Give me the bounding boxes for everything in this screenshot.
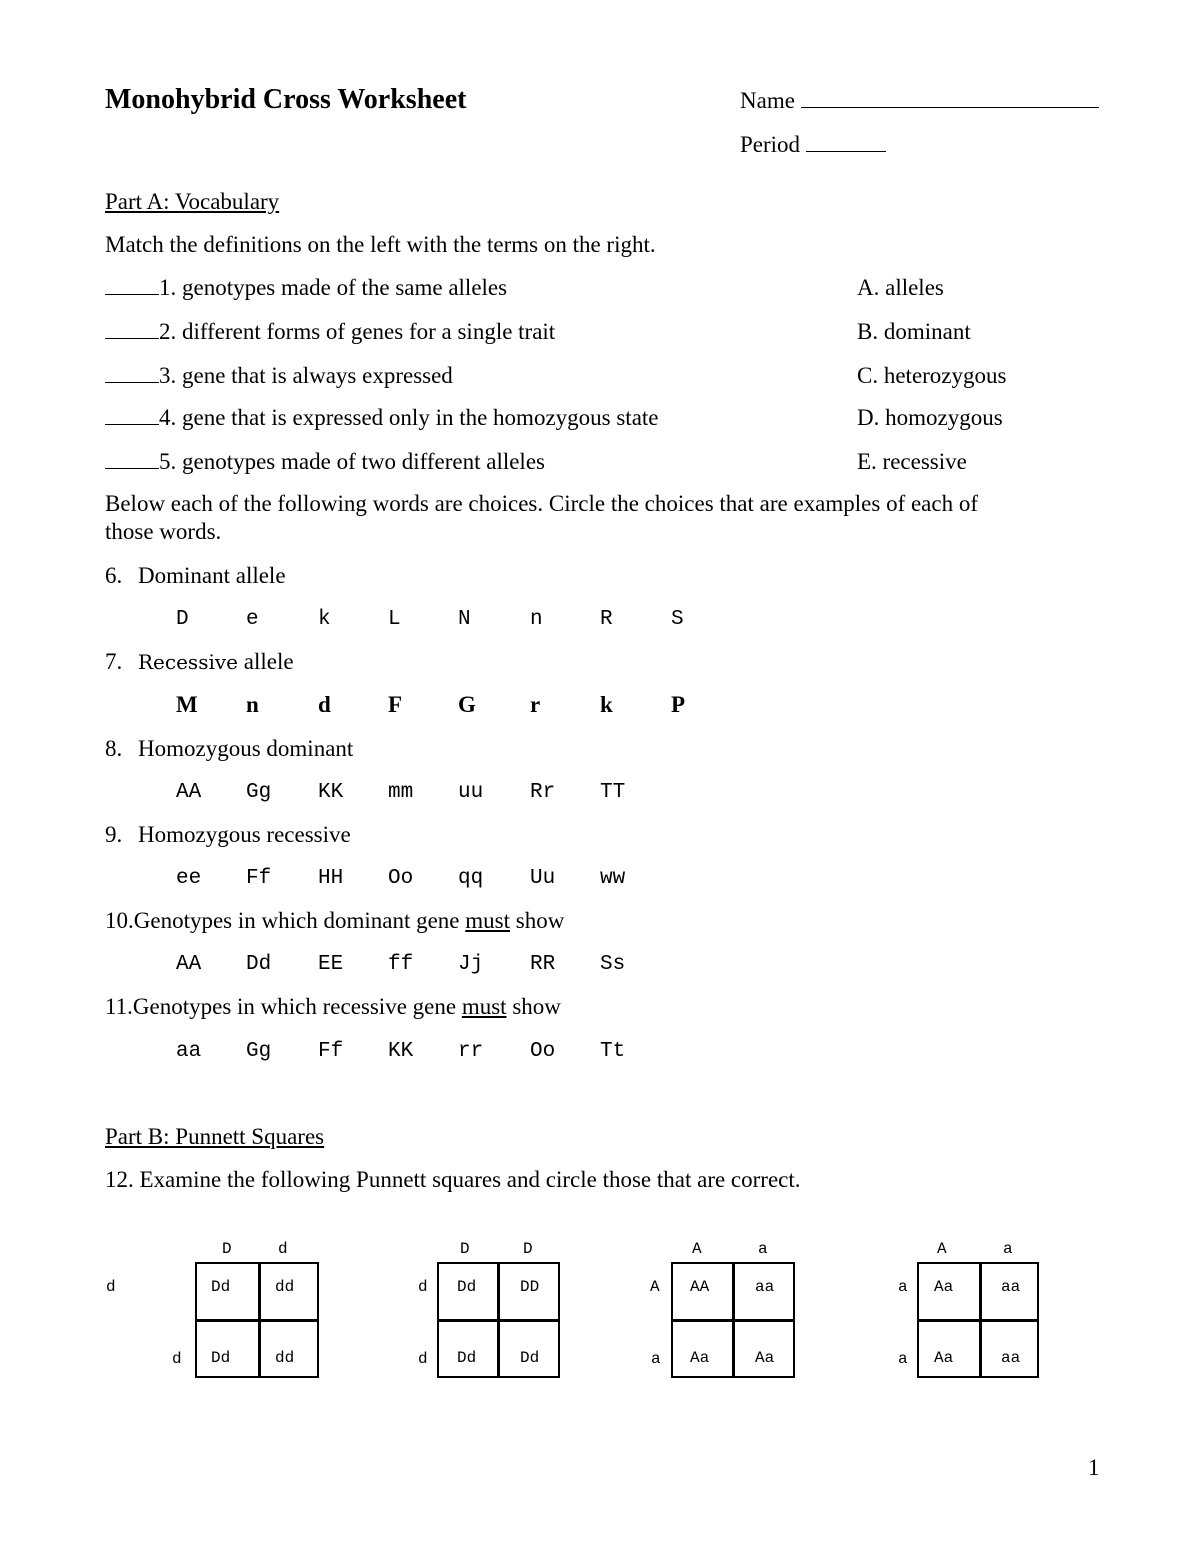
grid-divider: [197, 1319, 317, 1322]
punnett-cell: dd: [275, 1349, 295, 1367]
top-allele: D: [460, 1240, 470, 1258]
choice[interactable]: Gg: [246, 781, 272, 804]
top-allele: A: [692, 1240, 702, 1258]
punnett-cell: Aa: [934, 1349, 954, 1367]
term: A. alleles: [857, 275, 944, 300]
choices-row-11: [0, 1040, 1200, 1066]
punnett-cell: Dd: [457, 1278, 477, 1296]
punnett-cell: Dd: [211, 1278, 231, 1296]
side-allele: d: [418, 1350, 428, 1368]
period-field[interactable]: [740, 132, 886, 158]
side-allele: a: [651, 1350, 661, 1368]
side-allele: a: [898, 1350, 908, 1368]
question-9: 9. Homozygous recessive: [105, 822, 351, 847]
top-allele: A: [937, 1240, 947, 1258]
choice[interactable]: mm: [388, 781, 414, 804]
choice[interactable]: KK: [318, 781, 344, 804]
choice[interactable]: Uu: [530, 867, 556, 890]
choice[interactable]: Dd: [246, 953, 272, 976]
choice[interactable]: G: [458, 692, 476, 717]
choice[interactable]: AA: [176, 781, 202, 804]
question-10: 10.Genotypes in which dominant gene must show: [105, 908, 565, 933]
choice[interactable]: KK: [388, 1040, 414, 1063]
punnett-cell: Aa: [755, 1349, 775, 1367]
part-a-heading: Part A: Vocabulary: [105, 189, 280, 214]
question-6: 6. Dominant allele: [105, 563, 286, 588]
page-number: 1: [1088, 1455, 1100, 1480]
choice[interactable]: TT: [600, 781, 626, 804]
period-label: Period: [740, 132, 801, 157]
name-label: Name: [740, 88, 795, 113]
choice[interactable]: Oo: [388, 867, 414, 890]
question-12: 12. Examine the following Punnett squares and circle those that are correct.: [105, 1167, 801, 1192]
choices-row-8: [0, 781, 1200, 807]
choice[interactable]: EE: [318, 953, 344, 976]
definition: genotypes made of the same alleles: [182, 275, 508, 300]
term: D. homozygous: [857, 405, 1003, 430]
choice[interactable]: ww: [600, 867, 626, 890]
side-allele: a: [898, 1278, 908, 1296]
choice[interactable]: rr: [458, 1040, 484, 1063]
choice[interactable]: Ff: [318, 1040, 344, 1063]
punnett-grid: [437, 1262, 560, 1378]
worksheet-title: Monohybrid Cross Worksheet: [105, 84, 467, 115]
top-allele: D: [523, 1240, 533, 1258]
choice[interactable]: n: [246, 692, 259, 717]
punnett-grid: [671, 1262, 795, 1378]
grid-divider: [439, 1319, 558, 1322]
choice[interactable]: AA: [176, 953, 202, 976]
choice[interactable]: ee: [176, 867, 202, 890]
term: C. heterozygous: [857, 363, 1007, 388]
punnett-cell: dd: [275, 1278, 295, 1296]
definition: genotypes made of two different alleles: [182, 449, 545, 474]
answer-blank[interactable]: [105, 468, 159, 469]
choice[interactable]: R: [600, 608, 613, 631]
choice[interactable]: Oo: [530, 1040, 556, 1063]
punnett-cell: Aa: [934, 1278, 954, 1296]
name-blank[interactable]: [801, 107, 1099, 108]
answer-blank[interactable]: [105, 424, 159, 425]
choice[interactable]: Ss: [600, 953, 626, 976]
matching-row: 1. genotypes made of the same alleles: [105, 275, 507, 301]
choice[interactable]: N: [458, 608, 471, 631]
side-allele: d: [172, 1350, 182, 1368]
choice[interactable]: D: [176, 608, 189, 631]
choice[interactable]: S: [671, 608, 684, 631]
circle-instruction-line-2: those words.: [105, 519, 222, 544]
matching-row: 4. gene that is expressed only in the homozygous state: [105, 405, 659, 431]
side-allele: A: [650, 1278, 660, 1296]
punnett-cell: DD: [520, 1278, 540, 1296]
side-allele: d: [106, 1278, 116, 1296]
choice[interactable]: Ff: [246, 867, 272, 890]
circle-instruction-line-1: Below each of the following words are choices. Circle the choices that are examples of each of: [105, 491, 979, 516]
choice[interactable]: P: [671, 692, 686, 717]
choices-row-7: [0, 692, 1200, 720]
choice[interactable]: M: [176, 692, 198, 717]
choice[interactable]: Jj: [458, 953, 484, 976]
choice[interactable]: k: [600, 692, 613, 717]
definition: gene that is expressed only in the homozygous state: [182, 405, 659, 430]
punnett-cell: Dd: [211, 1349, 231, 1367]
term: B. dominant: [857, 319, 971, 344]
definition: gene that is always expressed: [182, 363, 453, 388]
choice[interactable]: n: [530, 608, 543, 631]
term: E. recessive: [857, 449, 967, 474]
punnett-cell: AA: [690, 1278, 710, 1296]
choices-row-9: [0, 867, 1200, 893]
period-blank[interactable]: [806, 151, 886, 152]
top-allele: a: [1003, 1240, 1013, 1258]
choices-row-6: [0, 608, 1200, 634]
name-field[interactable]: [740, 88, 1099, 114]
top-allele: d: [278, 1240, 288, 1258]
choice[interactable]: Rr: [530, 781, 556, 804]
punnett-cell: Dd: [457, 1349, 477, 1367]
choice[interactable]: uu: [458, 781, 484, 804]
question-8: 8. Homozygous dominant: [105, 736, 354, 761]
answer-blank[interactable]: [105, 382, 159, 383]
choice[interactable]: qq: [458, 867, 484, 890]
top-allele: D: [222, 1240, 232, 1258]
punnett-cell: Aa: [690, 1349, 710, 1367]
matching-row: 3. gene that is always expressed: [105, 363, 453, 389]
choice[interactable]: HH: [318, 867, 344, 890]
choice[interactable]: r: [530, 692, 541, 717]
answer-blank[interactable]: [105, 294, 159, 295]
choice[interactable]: d: [318, 692, 331, 717]
side-allele: d: [418, 1278, 428, 1296]
choice[interactable]: ff: [388, 953, 414, 976]
matching-instruction: Match the definitions on the left with the terms on the right.: [105, 232, 656, 257]
grid-divider: [919, 1319, 1037, 1322]
punnett-grid: [917, 1262, 1039, 1378]
question-11: 11.Genotypes in which recessive gene must show: [105, 994, 561, 1019]
answer-blank[interactable]: [105, 338, 159, 339]
choice[interactable]: k: [318, 608, 331, 631]
grid-divider: [673, 1319, 793, 1322]
choice[interactable]: aa: [176, 1040, 202, 1063]
part-b-heading: Part B: Punnett Squares: [105, 1124, 325, 1149]
choice[interactable]: RR: [530, 953, 556, 976]
question-7: 7. Recessive allele: [105, 649, 294, 674]
punnett-cell: aa: [755, 1278, 775, 1296]
punnett-cell: aa: [1001, 1278, 1021, 1296]
matching-row: 2. different forms of genes for a single trait: [105, 319, 555, 345]
top-allele: a: [758, 1240, 768, 1258]
definition: different forms of genes for a single trait: [182, 319, 556, 344]
choice[interactable]: Tt: [600, 1040, 626, 1063]
punnett-grid: [195, 1262, 319, 1378]
choice[interactable]: Gg: [246, 1040, 272, 1063]
punnett-cell: aa: [1001, 1349, 1021, 1367]
choices-row-10: [0, 953, 1200, 979]
choice[interactable]: L: [388, 608, 401, 631]
choice[interactable]: e: [246, 608, 259, 631]
choice[interactable]: F: [388, 692, 403, 717]
matching-row: 5. genotypes made of two different alleles: [105, 449, 545, 475]
punnett-cell: Dd: [520, 1349, 540, 1367]
